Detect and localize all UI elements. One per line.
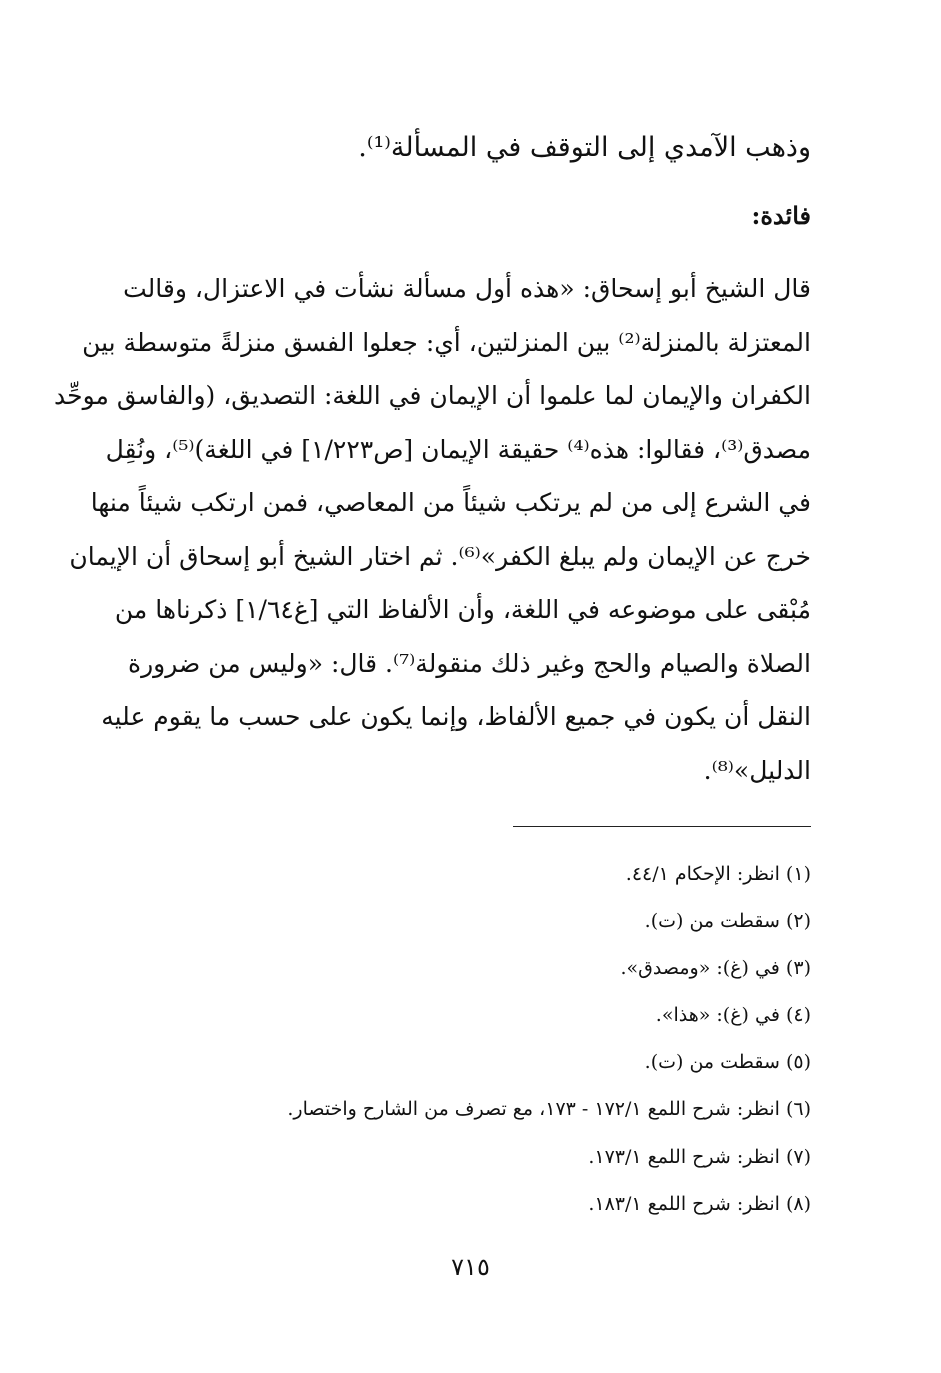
section-heading: فائدة: bbox=[751, 201, 811, 230]
footnote-item: (٢) سقطت من (ت). bbox=[644, 910, 811, 933]
footnotes-list bbox=[129, 854, 811, 1231]
main-paragraph bbox=[54, 262, 811, 797]
footnote-item: (٤) في (غ): «هذا». bbox=[655, 1004, 811, 1027]
footnote-item: (٣) في (غ): «ومصدق». bbox=[620, 957, 811, 980]
paragraph-line: المعتزلة بالمنزلة⁽²⁾ بين المنزلتين، أي: جعلوا الفسق منزلةً متوسطة بين bbox=[82, 327, 811, 357]
footnote-divider bbox=[513, 826, 811, 827]
paragraph-line: النقل أن يكون في جميع الألفاظ، وإنما يكون على حسب ما يقوم عليه bbox=[101, 702, 811, 731]
paragraph-line: خرج عن الإيمان ولم يبلغ الكفر»⁽⁶⁾. ثم اختار الشيخ أبو إسحاق أن الإيمان bbox=[69, 541, 811, 571]
page-number: ٧١٥ bbox=[451, 1253, 490, 1281]
opening-line: وذهب الآمدي إلى التوقف في المسألة⁽¹⁾. bbox=[358, 132, 811, 163]
paragraph-line: الصلاة والصيام والحج وغير ذلك منقولة⁽⁷⁾. قال: «وليس من ضرورة bbox=[128, 648, 811, 678]
footnote-item: (٨) انظر: شرح اللمع ١٨٣/١. bbox=[588, 1192, 811, 1215]
paragraph-line: الكفران والإيمان لما علموا أن الإيمان في اللغة: التصديق، (والفاسق موحِّد bbox=[54, 381, 811, 410]
paragraph-line: في الشرع إلى من لم يرتكب شيئاً من المعاصي، فمن ارتكب شيئاً منها bbox=[90, 488, 811, 517]
paragraph-line: مصدق⁽³⁾، فقالوا: هذه⁽⁴⁾ حقيقة الإيمان [ص١/٢٢٣] في اللغة)⁽⁵⁾، ونُقِل bbox=[105, 434, 811, 464]
footnote-item: (٧) انظر: شرح اللمع ١٧٣/١. bbox=[588, 1145, 811, 1168]
footnote-item: (٥) سقطت من (ت). bbox=[644, 1051, 811, 1074]
paragraph-line: مُبْقى على موضوعه في اللغة، وأن الألفاظ التي [غ١/٦٤] ذكرناها من bbox=[114, 595, 811, 624]
footnote-item: (١) انظر: الإحكام ٤٤/١. bbox=[625, 863, 811, 885]
paragraph-line: الدليل»⁽⁸⁾. bbox=[703, 755, 811, 785]
paragraph-line: قال الشيخ أبو إسحاق: «هذه أول مسألة نشأت في الاعتزال، وقالت bbox=[123, 274, 811, 303]
footnote-item: (٦) انظر: شرح اللمع ١٧٢/١ - ١٧٣، مع تصرف من الشارح واختصار. bbox=[287, 1098, 811, 1121]
